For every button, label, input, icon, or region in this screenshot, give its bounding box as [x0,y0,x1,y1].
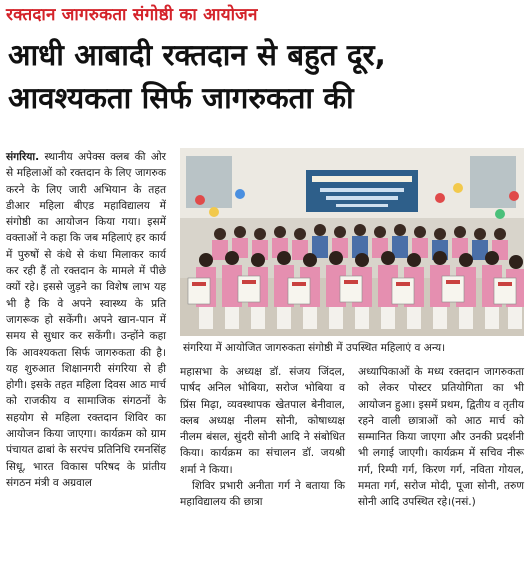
col2-paragraph-1: महासभा के अध्यक्ष डॉ. संजय जिंदल, पार्षद अनिल भोबिया, सरोज भोबिया व प्रिंस मिढ़ा, व्यवस्थापक खेतपाल बेनीवाल, क्लब अध्यक्ष नीलम सोनी, कोषाध्यक्ष नीलम बंसल, सुंदरी सोनी आदि ने संबोधित किया। कार्यक्रम का संचालन डॉ. जयश्री शर्मा ने किया। [180,366,345,476]
article-column-3 [358,364,524,511]
article-column-1 [6,149,166,491]
group-photo-illustration [180,148,524,336]
headline-line-1: आधी आबादी रक्तदान से बहुत दूर, [8,38,386,72]
col2-paragraph-2: शिविर प्रभारी अनीता गर्ग ने बताया कि महाविद्यालय की छात्रा [180,480,345,509]
col3-paragraph: अध्यापिकाओं के मध्य रक्तदान जागरुकता को लेकर पोस्टर प्रतियोगिता का भी आयोजन हुआ। इसमें प्रथम, द्वितीय व तृतीय रहने वाली छात्राओं को आठ मार्च को सम्मानित किया जाएगा और उनकी प्रदर्शनी भी लगाई जाएगी। कार्यक्रम में सचिव नीरू गर्ग, रिम्पी गर्ग, किरण गर्ग, नविता गोयल, ममता गर्ग, सरोज मोदी, पूजा सोनी, तरुण सोनी आदि उपस्थित रहे।(नसं.) [358,366,524,509]
news-photo [180,148,524,336]
col1-body: स्थानीय अपेक्स क्लब की ओर से महिलाओं को रक्तदान के लिए जागरुक करने के लिए जारी अभियान के तहत डीआर महिला बीएड महाविद्यालय में संगोष्ठी का आयोजन किया गया। इसमें वक्ताओं ने कहा कि जब महिलाएं हर कार्य में पुरुषों से कंधे से कंधा मिलाकर कार्य कर रही हैं तो रक्तदान के मामले में पीछे क्यों रहे। इससे जुड़ने का विशेष लाभ यह भी है कि वे अपने स्वास्थ्य के प्रति जागरूक हो सकेंगी। अपने खान-पान में समय से सुधार कर सकेंगी। उन्होंने कहा कि आवश्यकता सिर्फ जागरुकता की है। यह शुरुआत शिक्षानगरी संगरिया से ही होगी। इसके तहत महिला दिवस आठ मार्च को राजकीय व सामाजिक संगठनों के सहयोग से महिला रक्तदान शिविर का आयोजन किया जाएगा। कार्यक्रम को ग्राम पंचायत ढाबां के सरपंच प्रतिनिधि रमनसिंह सिधू, भारत विकास परिषद के प्रांतीय संगठन मंत्री व अग्रवाल [6,151,166,489]
article-column-2 [180,364,345,511]
dateline: संगरिया. [6,151,40,163]
kicker-headline: रक्तदान जागरुकता संगोष्ठी का आयोजन [6,5,258,25]
main-headline [8,34,523,120]
headline-line-2: आवश्यकता सिर्फ जागरुकता की [8,81,354,115]
photo-caption: संगरिया में आयोजित जागरुकता संगोष्ठी में उपस्थित महिलाएं व अन्य। [183,342,446,354]
